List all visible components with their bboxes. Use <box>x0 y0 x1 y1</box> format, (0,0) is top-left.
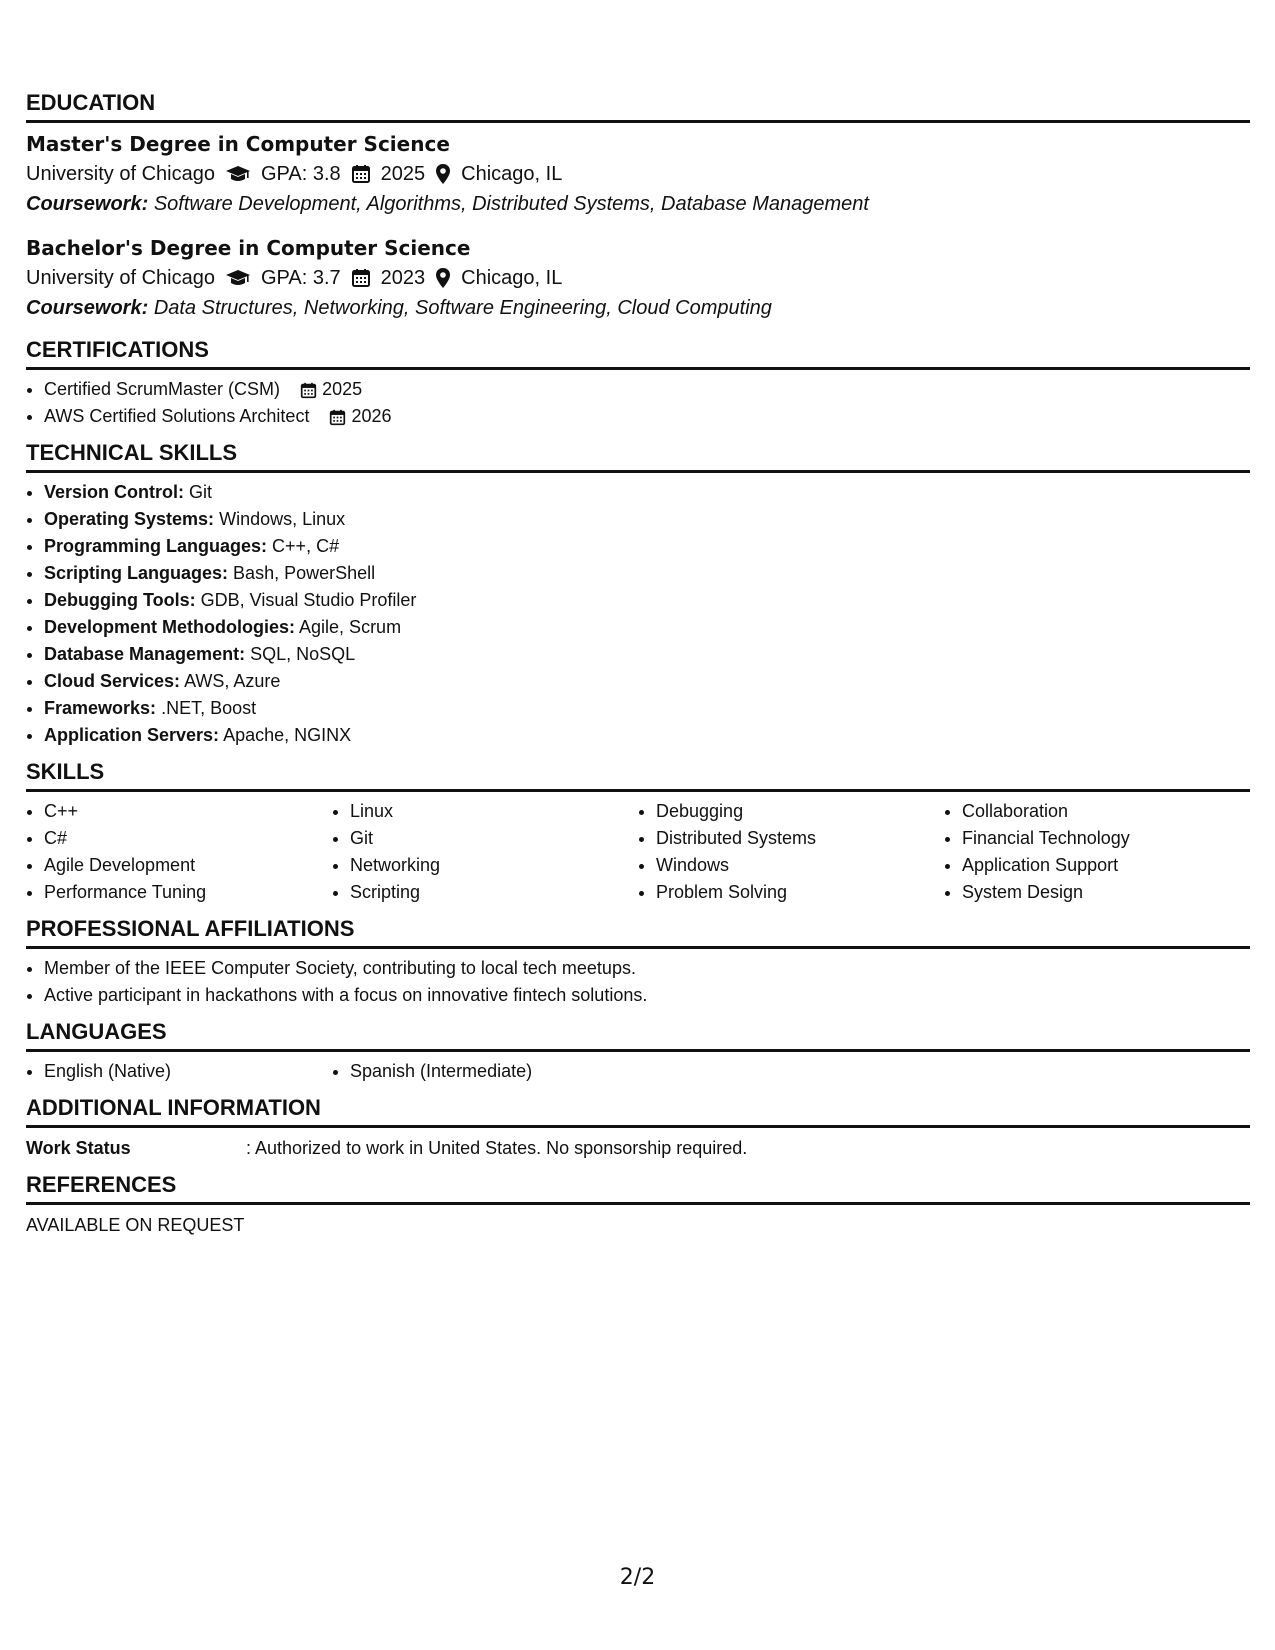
gpa: GPA: 3.8 <box>260 163 341 185</box>
skill-values: Apache, NGINX <box>223 725 352 745</box>
graduation-year: 2025 <box>380 163 426 185</box>
languages-grid <box>26 1058 1250 1085</box>
location: Chicago, IL <box>461 163 563 185</box>
certification-name: AWS Certified Solutions Architect <box>44 406 310 426</box>
map-pin-icon <box>435 163 451 185</box>
list-item <box>44 722 1250 749</box>
skill-category: Application Servers: <box>44 725 220 745</box>
work-status-row <box>26 1134 1250 1162</box>
coursework <box>26 189 1250 219</box>
skills-column <box>26 798 332 906</box>
list-item: • Problem Solving <box>656 879 944 906</box>
coursework-list: Software Development, Algorithms, Distributed Systems, Database Management <box>153 193 869 215</box>
skill-values: Agile, Scrum <box>299 617 402 637</box>
languages-column <box>332 1058 638 1085</box>
skill-category: Debugging Tools: <box>44 590 196 610</box>
list-item <box>44 479 1250 506</box>
calendar-icon <box>351 164 371 184</box>
technical-skills-list <box>26 479 1250 749</box>
education-entry <box>26 233 1250 323</box>
coursework-list: Data Structures, Networking, Software Engineering, Cloud Computing <box>153 297 772 319</box>
section-title-technical-skills: TECHNICAL SKILLS <box>26 440 1250 473</box>
list-item: • Distributed Systems <box>656 825 944 852</box>
list-item: • System Design <box>962 879 1250 906</box>
school-name: University of Chicago <box>26 163 215 185</box>
list-item: • Active participant in hackathons with a focus on innovative fintech solutions. <box>44 982 1250 1009</box>
list-item <box>44 533 1250 560</box>
location: Chicago, IL <box>461 267 563 289</box>
skill-values: SQL, NoSQL <box>250 644 356 664</box>
list-item <box>44 641 1250 668</box>
list-item <box>44 614 1250 641</box>
section-title-skills: SKILLS <box>26 759 1250 792</box>
education-entry <box>26 129 1250 219</box>
skills-column <box>944 798 1250 906</box>
list-item: • Linux <box>350 798 638 825</box>
work-status-label: Work Status <box>26 1138 131 1158</box>
list-item: • Application Support <box>962 852 1250 879</box>
list-item: • Performance Tuning <box>44 879 332 906</box>
school-name: University of Chicago <box>26 267 215 289</box>
list-item: • Git <box>350 825 638 852</box>
education-meta <box>26 263 1250 293</box>
certification-name: Certified ScrumMaster (CSM) <box>44 379 281 399</box>
skill-values: Bash, PowerShell <box>233 563 376 583</box>
list-item <box>44 560 1250 587</box>
list-item: • Scripting <box>350 879 638 906</box>
skills-column <box>638 798 944 906</box>
skill-category: Operating Systems: <box>44 509 215 529</box>
technical-skills-section <box>26 440 1250 749</box>
coursework <box>26 293 1250 323</box>
education-section <box>26 90 1250 323</box>
skills-section <box>26 759 1250 906</box>
list-item <box>44 506 1250 533</box>
list-item: • Agile Development <box>44 852 332 879</box>
skill-category: Database Management: <box>44 644 246 664</box>
section-title-certifications: CERTIFICATIONS <box>26 337 1250 370</box>
degree-title: Bachelor's Degree in Computer Science <box>26 236 471 260</box>
coursework-label: Coursework: <box>26 297 149 319</box>
list-item: • C# <box>44 825 332 852</box>
certification-year: 2025 <box>322 379 363 399</box>
list-item <box>44 695 1250 722</box>
list-item: • Financial Technology <box>962 825 1250 852</box>
list-item: • Debugging <box>656 798 944 825</box>
skill-category: Frameworks: <box>44 698 157 718</box>
list-item: • Spanish (Intermediate) <box>350 1058 638 1085</box>
list-item <box>44 587 1250 614</box>
list-item: • English (Native) <box>44 1058 332 1085</box>
certifications-list <box>26 376 1250 430</box>
work-status-value: : Authorized to work in United States. No sponsorship required. <box>246 1138 748 1158</box>
calendar-icon <box>329 409 346 426</box>
coursework-label: Coursework: <box>26 193 149 215</box>
skill-category: Development Methodologies: <box>44 617 296 637</box>
list-item: • Member of the IEEE Computer Society, contributing to local tech meetups. <box>44 955 1250 982</box>
skill-values: Windows, Linux <box>219 509 346 529</box>
resume-page <box>26 90 1250 1249</box>
graduation-year: 2023 <box>380 267 426 289</box>
references-section <box>26 1172 1250 1239</box>
page-number: 2/2 <box>619 1565 656 1590</box>
skill-category: Cloud Services: <box>44 671 181 691</box>
degree-title: Master's Degree in Computer Science <box>26 132 450 156</box>
gpa: GPA: 3.7 <box>260 267 341 289</box>
skill-values: GDB, Visual Studio Profiler <box>200 590 417 610</box>
list-item: • C++ <box>44 798 332 825</box>
languages-section <box>26 1019 1250 1085</box>
section-title-education: EDUCATION <box>26 90 1250 123</box>
skill-values: AWS, Azure <box>184 671 281 691</box>
section-title-languages: LANGUAGES <box>26 1019 1250 1052</box>
skill-values: Git <box>189 482 213 502</box>
map-pin-icon <box>435 267 451 289</box>
affiliations-section <box>26 916 1250 1009</box>
skill-category: Programming Languages: <box>44 536 268 556</box>
affiliations-list <box>26 955 1250 1009</box>
references-text: AVAILABLE ON REQUEST <box>26 1215 245 1235</box>
list-item: • Windows <box>656 852 944 879</box>
section-title-references: REFERENCES <box>26 1172 1250 1205</box>
section-title-additional-info: ADDITIONAL INFORMATION <box>26 1095 1250 1128</box>
list-item <box>44 403 1250 430</box>
education-meta <box>26 159 1250 189</box>
graduation-cap-icon <box>225 164 251 184</box>
list-item <box>44 376 1250 403</box>
calendar-icon <box>351 268 371 288</box>
skill-values: .NET, Boost <box>161 698 257 718</box>
certifications-section <box>26 337 1250 430</box>
skill-category: Version Control: <box>44 482 185 502</box>
languages-column <box>26 1058 332 1085</box>
skills-grid <box>26 798 1250 906</box>
graduation-cap-icon <box>225 268 251 288</box>
list-item: • Collaboration <box>962 798 1250 825</box>
skills-column <box>332 798 638 906</box>
list-item <box>44 668 1250 695</box>
skill-category: Scripting Languages: <box>44 563 229 583</box>
list-item: • Networking <box>350 852 638 879</box>
calendar-icon <box>300 382 317 399</box>
skill-values: C++, C# <box>272 536 340 556</box>
section-title-affiliations: PROFESSIONAL AFFILIATIONS <box>26 916 1250 949</box>
additional-info-section <box>26 1095 1250 1162</box>
certification-year: 2026 <box>351 406 392 426</box>
